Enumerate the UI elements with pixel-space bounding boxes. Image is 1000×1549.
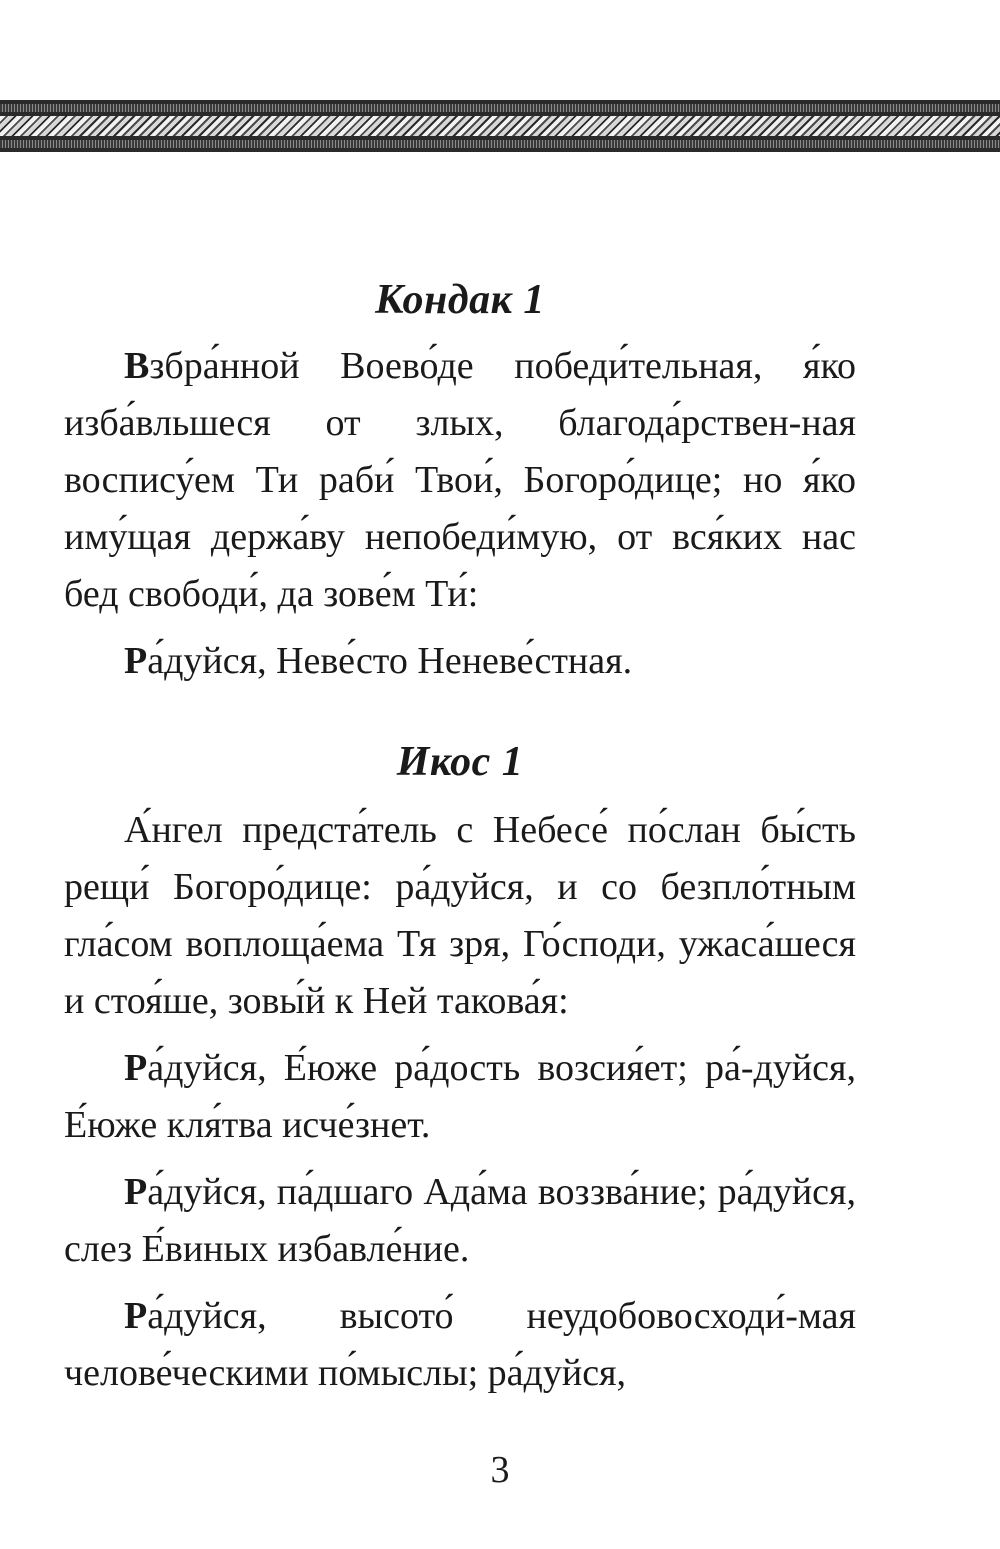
border-rope-ornament — [0, 116, 1000, 136]
kondak-refrain — [64, 633, 856, 690]
page-content — [64, 270, 856, 1412]
drop-initial: Р — [124, 640, 148, 682]
border-stripe-top — [0, 104, 1000, 112]
kondak-paragraph — [64, 338, 856, 623]
drop-initial: Р — [124, 1171, 148, 1213]
paragraph-text: збра́нной Воево́де победи́тельная, я́ко изба́вльшеся от злых, благода́рствен-ная воспису́ем Ти раби́ Твои́, Богоро́дице; но я́ко иму́щая держа́ву непобеди́мую, от вся́ких нас бед свободи́, да зове́м Ти́: — [64, 345, 856, 615]
ikos-refrain — [64, 1288, 856, 1402]
ikos-refrain — [64, 1040, 856, 1154]
ikos-paragraph — [64, 802, 856, 1030]
drop-initial: В — [124, 345, 150, 387]
paragraph-text: а́дуйся, па́дшаго Ада́ма воззва́ние; ра́дуйся, слез Е́виных избавле́ние. — [64, 1171, 856, 1270]
paragraph-text: а́дуйся, Е́юже ра́дость возсия́ет; ра́-дуйся, Е́юже кля́тва исче́знет. — [64, 1047, 856, 1146]
ikos-refrain — [64, 1164, 856, 1278]
paragraph-text: а́дуйся, высото́ неудобовосходи́-мая челове́ческими по́мыслы; ра́дуйся, — [64, 1295, 856, 1394]
page-number: 3 — [490, 1449, 510, 1491]
paragraph-text: а́дуйся, Неве́сто Неневе́стная. — [147, 640, 633, 682]
ornamental-border — [0, 100, 1000, 152]
paragraph-text: А́нгел предста́тель с Небесе́ по́слан бы́сть рещи́ Богоро́дице: ра́дуйся, и со безпло́тным гла́сом воплоща́ема Тя зря, Го́споди, ужаса́шеся и стоя́ше, зовы́й к Ней такова́я: — [64, 809, 856, 1022]
border-stripe-bottom — [0, 140, 1000, 148]
drop-initial: Р — [124, 1295, 148, 1337]
kondak-heading: Кондак 1 — [375, 277, 545, 323]
ikos-heading: Икос 1 — [396, 739, 524, 785]
drop-initial: Р — [124, 1047, 148, 1089]
